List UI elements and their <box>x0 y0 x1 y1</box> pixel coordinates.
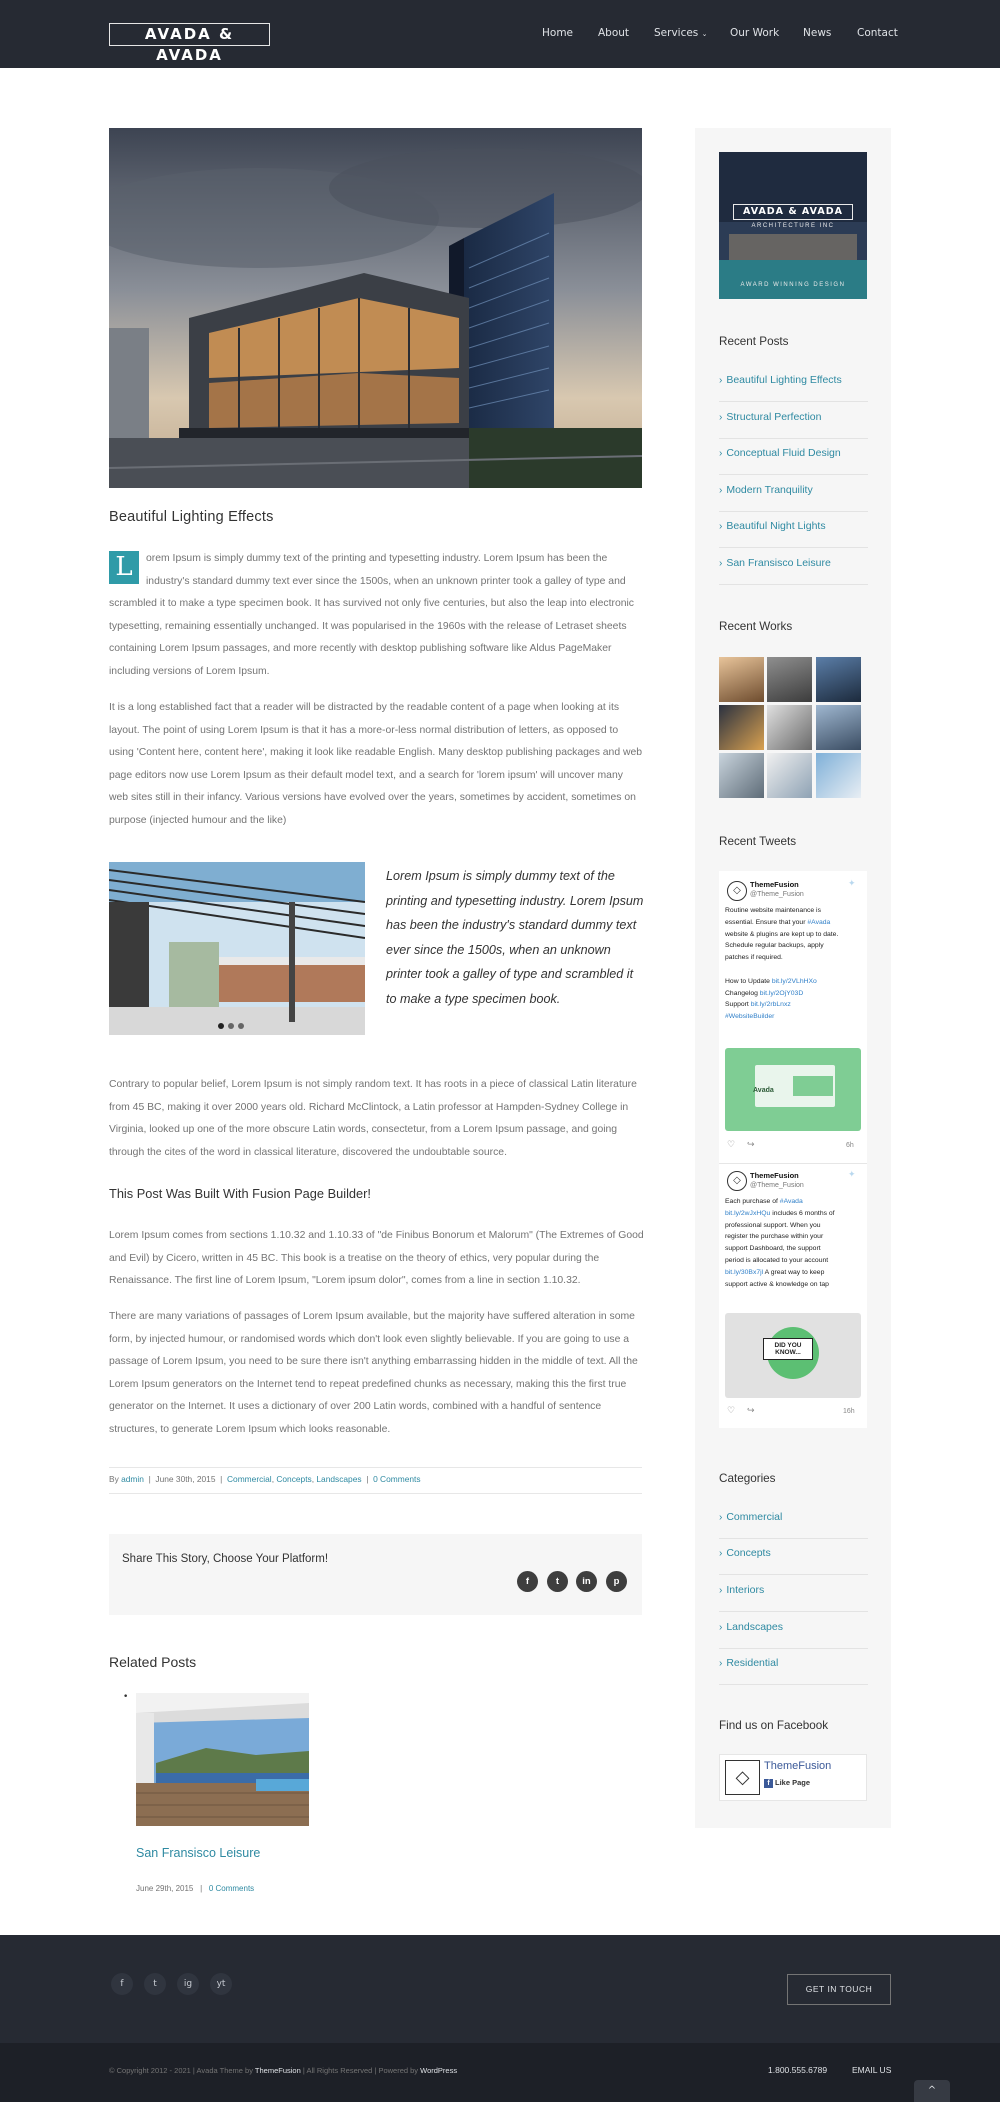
recent-work-thumb[interactable] <box>719 753 764 798</box>
tweet-line <box>725 1267 861 1279</box>
tweet-line <box>725 999 861 1011</box>
tweet-hashtag[interactable]: #Avada <box>779 1198 803 1205</box>
recent-post-link[interactable] <box>719 402 868 439</box>
post-paragraph-2: It is a long established fact that a reader will be distracted by the readable content of a page when looking at its layout. The point of using Lorem Ipsum is that it has a more-or-less normal distribution of letters, as opposed to using 'Content here, content here', making it look like readable English. Many desktop publishing packages and web page editors now use Lorem Ipsum as their default model text, and a search for 'lorem ipsum' will uncover many web sites still in their infancy. Various versions have evolved over the years, sometimes by accident, sometimes on purpose (injected humour and the like) <box>109 702 643 826</box>
slider-dots[interactable] <box>218 1014 244 1033</box>
recent-post-label: Modern Tranquility <box>726 484 813 496</box>
tweet-line: professional support. When you <box>725 1221 821 1229</box>
post-subheading: This Post Was Built With Fusion Page Builder! <box>109 1186 371 1201</box>
recent-post-label: Conceptual Fluid Design <box>726 447 841 459</box>
tweet-line <box>725 917 861 929</box>
tweet-line: website & plugins are kept up to date. <box>725 930 839 938</box>
post-paragraph-1 <box>109 548 644 684</box>
chevron-right-icon: › <box>719 485 723 496</box>
nav-news[interactable]: News <box>803 27 832 39</box>
email-link[interactable]: EMAIL US <box>852 2065 892 2075</box>
nav-contact[interactable]: Contact <box>857 27 898 39</box>
nav-our-work[interactable]: Our Work <box>730 27 780 39</box>
chevron-right-icon: › <box>719 1548 723 1559</box>
category-label: Concepts <box>726 1547 771 1559</box>
tweet-line: Schedule regular backups, apply <box>725 942 824 950</box>
meta-sep: | <box>220 1474 223 1484</box>
twitter-bird-icon: ✦ <box>848 879 856 889</box>
recent-work-thumb[interactable] <box>816 705 861 750</box>
nav-services[interactable] <box>654 27 708 39</box>
divider <box>109 1493 642 1494</box>
categories-title: Categories <box>719 1472 776 1485</box>
tweet-link[interactable]: bit.ly/30Bx7jl <box>725 1268 764 1276</box>
chevron-right-icon: › <box>719 521 723 532</box>
tweet-line <box>725 976 861 988</box>
meta-comma: , <box>311 1474 315 1484</box>
youtube-icon[interactable]: yt <box>210 1973 232 1995</box>
avatar[interactable]: ◇ <box>727 1171 747 1191</box>
copyright-text <box>109 2066 457 2075</box>
facebook-like-label: Like Page <box>775 1778 811 1787</box>
tweet-card-text: Avada <box>753 1087 774 1094</box>
tweet-link[interactable]: bit.ly/2wJxHQu <box>725 1209 771 1217</box>
recent-work-thumb[interactable] <box>719 657 764 702</box>
tweet-link[interactable]: bit.ly/2OjY03D <box>759 989 804 997</box>
heart-icon[interactable]: ♡ <box>727 1406 736 1416</box>
tweet-hashtag[interactable]: #WebsiteBuilder <box>725 1013 775 1021</box>
linkedin-share-icon[interactable]: in <box>576 1571 597 1592</box>
facebook-share-icon[interactable]: f <box>517 1571 538 1592</box>
ad-brand: AVADA & AVADA <box>733 204 853 220</box>
meta-sep: | <box>148 1474 151 1484</box>
recent-post-link[interactable] <box>719 475 868 512</box>
recent-post-link[interactable] <box>719 511 868 548</box>
instagram-icon[interactable]: ig <box>177 1973 199 1995</box>
tweet-text <box>725 905 861 1023</box>
post-quote: Lorem Ipsum is simply dummy text of the printing and typesetting industry. Lorem Ipsum has been the industry's standard dummy text ever since the 1500s, when an unknown printer took a galley of type and scrambled it to make a type specimen book. <box>386 869 644 1006</box>
post-paragraph-3: Contrary to popular belief, Lorem Ipsum is not simply random text. It has roots in a piece of classical Latin literature from 45 BC, making it over 2000 years old. Richard McClintock, a Latin professor at Hampden-Sydney College in Virginia, looked up one of the more obscure Latin words, consectetur, from a Lorem Ipsum passage, and going through the cites of the word in classical literature, discovered the undoubtable source. <box>109 1079 637 1158</box>
share-box <box>109 1534 642 1615</box>
tweet-line-text: A great way to keep <box>763 1268 825 1276</box>
tweets-widget <box>719 871 867 1428</box>
recent-post-label: Structural Perfection <box>726 411 822 423</box>
meta-sep: | <box>366 1474 369 1484</box>
recent-work-thumb[interactable] <box>816 657 861 702</box>
recent-post-label: Beautiful Night Lights <box>726 520 826 532</box>
recent-post-label: Beautiful Lighting Effects <box>726 374 842 386</box>
tweet-line-text: includes 6 months of <box>770 1209 835 1217</box>
related-post-image[interactable] <box>136 1693 309 1826</box>
recent-post-link[interactable] <box>719 365 868 402</box>
post-title: Beautiful Lighting Effects <box>109 509 274 525</box>
category-label: Commercial <box>726 1511 783 1523</box>
chevron-right-icon: › <box>719 448 723 459</box>
get-in-touch-button[interactable]: GET IN TOUCH <box>787 1974 891 2005</box>
ad-subtitle: ARCHITECTURE INC <box>751 223 835 229</box>
nav-home[interactable]: Home <box>542 27 574 39</box>
meta-category-link[interactable]: Concepts <box>276 1474 312 1484</box>
facebook-icon[interactable]: f <box>111 1973 133 1995</box>
list-bullet: • <box>123 1692 129 1702</box>
related-post-date: June 29th, 2015 <box>136 1884 194 1893</box>
tweet-line <box>725 1196 861 1208</box>
post-meta <box>109 1474 642 1484</box>
tweet-line: patches if required. <box>725 954 783 962</box>
category-link[interactable] <box>719 1575 868 1612</box>
recent-posts-title: Recent Posts <box>719 335 789 348</box>
tweet-line-text: How to Update <box>725 977 772 985</box>
tweet-line: support active & knowledge on tap <box>725 1280 829 1288</box>
nav-about[interactable]: About <box>598 27 630 39</box>
chevron-right-icon: › <box>719 412 723 423</box>
category-label: Residential <box>726 1657 779 1669</box>
category-link[interactable] <box>719 1502 868 1539</box>
category-link[interactable] <box>719 1648 868 1685</box>
share-icon[interactable]: ↪ <box>747 1140 755 1150</box>
tweet-line: period is allocated to your account <box>725 1256 829 1264</box>
meta-date: June 30th, 2015 <box>155 1474 216 1484</box>
dropcap: L <box>109 551 139 584</box>
related-post-title[interactable]: San Fransisco Leisure <box>136 1846 261 1860</box>
featured-image[interactable] <box>109 128 642 488</box>
twitter-bird-icon: ✦ <box>848 1170 856 1180</box>
copyright-part: © Copyright 2012 - 2021 | Avada Theme by <box>109 2066 255 2075</box>
chevron-right-icon: › <box>719 1658 723 1669</box>
recent-work-thumb[interactable] <box>767 753 812 798</box>
pinterest-share-icon[interactable]: p <box>606 1571 627 1592</box>
gallery-slider[interactable] <box>109 862 365 1035</box>
category-label: Interiors <box>726 1584 765 1596</box>
post-paragraph-5: There are many variations of passages of Lorem Ipsum available, but the majority have suffered alteration in some form, by injected humour, or randomised words which don't look even slightly believable. If you are going to use a passage of Lorem Ipsum, you need to be sure there isn't anything embarrassing hidden in the middle of text. All the Lorem Ipsum generators on the Internet tend to repeat predefined chunks as necessary, making this the first true generator on the Internet. It uses a dictionary of over 200 Latin words, combined with a handful of sentence structures, to generate Lorem Ipsum which looks reasonable. <box>109 1311 638 1435</box>
tweet-hashtag[interactable]: #Avada <box>807 918 831 926</box>
recent-work-thumb[interactable] <box>816 753 861 798</box>
facebook-page-name[interactable]: ThemeFusion <box>764 1760 832 1772</box>
tweet-author-handle[interactable]: @Theme_Fusion <box>750 1182 804 1189</box>
facebook-widget[interactable] <box>719 1754 867 1801</box>
nav-services-label: Services <box>654 27 699 39</box>
meta-sep: | <box>200 1884 203 1893</box>
recent-post-link[interactable] <box>719 438 868 475</box>
facebook-title: Find us on Facebook <box>719 1719 829 1732</box>
category-link[interactable] <box>719 1538 868 1575</box>
copyright-bar <box>0 2043 1000 2102</box>
chevron-down-icon: ⌄ <box>701 30 708 38</box>
meta-category-link[interactable]: Landscapes <box>316 1474 362 1484</box>
chevron-right-icon: › <box>719 558 723 569</box>
tweet-line-text: Each purchase of <box>725 1198 780 1205</box>
chevron-right-icon: › <box>719 1622 723 1633</box>
recent-work-thumb[interactable] <box>767 657 812 702</box>
recent-tweets-title: Recent Tweets <box>719 835 797 848</box>
tweet-author-name[interactable]: ThemeFusion <box>750 880 799 889</box>
site-header <box>0 0 1000 68</box>
divider <box>109 1467 642 1468</box>
meta-category-link[interactable]: Commercial <box>227 1474 272 1484</box>
tweet-media-card[interactable] <box>725 1313 861 1398</box>
wordpress-link[interactable]: WordPress <box>420 2066 458 2075</box>
site-logo[interactable]: AVADA & AVADA <box>109 23 270 46</box>
category-label: Landscapes <box>726 1621 783 1633</box>
share-title: Share This Story, Choose Your Platform! <box>122 1553 329 1565</box>
recent-post-label: San Fransisco Leisure <box>726 557 831 569</box>
chevron-right-icon: › <box>719 1585 723 1596</box>
phone-link[interactable]: 1.800.555.6789 <box>768 2065 828 2075</box>
tweet-author-handle[interactable]: @Theme_Fusion <box>750 891 804 898</box>
facebook-page-avatar: ◇ <box>725 1760 760 1795</box>
ad-tagline: AWARD WINNING DESIGN <box>740 282 846 288</box>
tweet-line: Routine website maintenance is <box>725 907 821 914</box>
related-comments-link[interactable]: 0 Comments <box>208 1884 255 1893</box>
sidebar-ad[interactable] <box>719 152 867 299</box>
facebook-icon: f <box>764 1779 773 1788</box>
recent-work-thumb[interactable] <box>767 705 812 750</box>
recent-works-title: Recent Works <box>719 620 793 633</box>
tweet-line-text: Support <box>725 1001 751 1009</box>
tweet-card-text: DID YOU KNOW... <box>763 1338 813 1360</box>
twitter-share-icon[interactable]: t <box>547 1571 568 1592</box>
related-posts-title: Related Posts <box>109 1654 197 1670</box>
tweet-line <box>725 988 861 1000</box>
tweet-time[interactable]: 16h <box>843 1408 855 1415</box>
post-paragraph-1-text: orem Ipsum is simply dummy text of the printing and typesetting industry. Lorem Ipsum has been the industry's standard dummy text ever since the 1500s, when an unknown printer took a galley of type and scrambled it to make a type specimen book. It has survived not only five centuries, but also the leap into electronic typesetting, remaining essentially unchanged. It was popularised in the 1960s with the release of Letraset sheets containing Lorem Ipsum passages, and more recently with desktop publishing software like Aldus PageMaker including versions of Lorem Ipsum. <box>109 553 635 677</box>
recent-post-link[interactable] <box>719 548 868 585</box>
facebook-like-button[interactable] <box>764 1778 810 1788</box>
share-icon[interactable]: ↪ <box>747 1406 755 1416</box>
tweet-line: register the purchase within your <box>725 1233 824 1241</box>
recent-work-thumb[interactable] <box>719 705 764 750</box>
chevron-right-icon: › <box>719 375 723 386</box>
related-post-meta <box>136 1884 254 1893</box>
meta-by: By <box>109 1474 119 1484</box>
avatar[interactable]: ◇ <box>727 881 747 901</box>
meta-comma: , <box>271 1474 275 1484</box>
copyright-part: | All Rights Reserved | Powered by <box>300 2066 421 2075</box>
tweet-media-card[interactable] <box>725 1048 861 1131</box>
tweet-text <box>725 1196 861 1290</box>
twitter-icon[interactable]: t <box>144 1973 166 1995</box>
chevron-right-icon: › <box>719 1512 723 1523</box>
tweet-link[interactable]: bit.ly/2VLhHXo <box>771 977 817 985</box>
tweet-line <box>725 1208 861 1220</box>
meta-author-link[interactable]: admin <box>121 1474 144 1484</box>
post-paragraph-4: Lorem Ipsum comes from sections 1.10.32 and 1.10.33 of "de Finibus Bonorum et Malorum" (The Extremes of Good and Evil) by Cicero, written in 45 BC. This book is a treatise on the theory of ethics, very popular during the Renaissance. The first line of Lorem Ipsum, "Lorem ipsum dolor", comes from a line in section 1.10.32. <box>109 1230 644 1287</box>
back-to-top-button[interactable]: ^ <box>914 2080 950 2102</box>
tweet-line-text: essential. Ensure that your <box>725 918 808 926</box>
tweet-line: support Dashboard, the support <box>725 1245 821 1253</box>
tweet-author-name[interactable]: ThemeFusion <box>750 1171 799 1180</box>
category-link[interactable] <box>719 1612 868 1649</box>
tweet-time[interactable]: 6h <box>846 1142 854 1149</box>
tweet-link[interactable]: bit.ly/2rbLnxz <box>750 1001 791 1009</box>
themefusion-link[interactable]: ThemeFusion <box>254 2066 301 2075</box>
meta-comments-link[interactable]: 0 Comments <box>373 1474 421 1484</box>
tweet-line-text: Changelog <box>725 989 760 997</box>
heart-icon[interactable]: ♡ <box>727 1140 736 1150</box>
